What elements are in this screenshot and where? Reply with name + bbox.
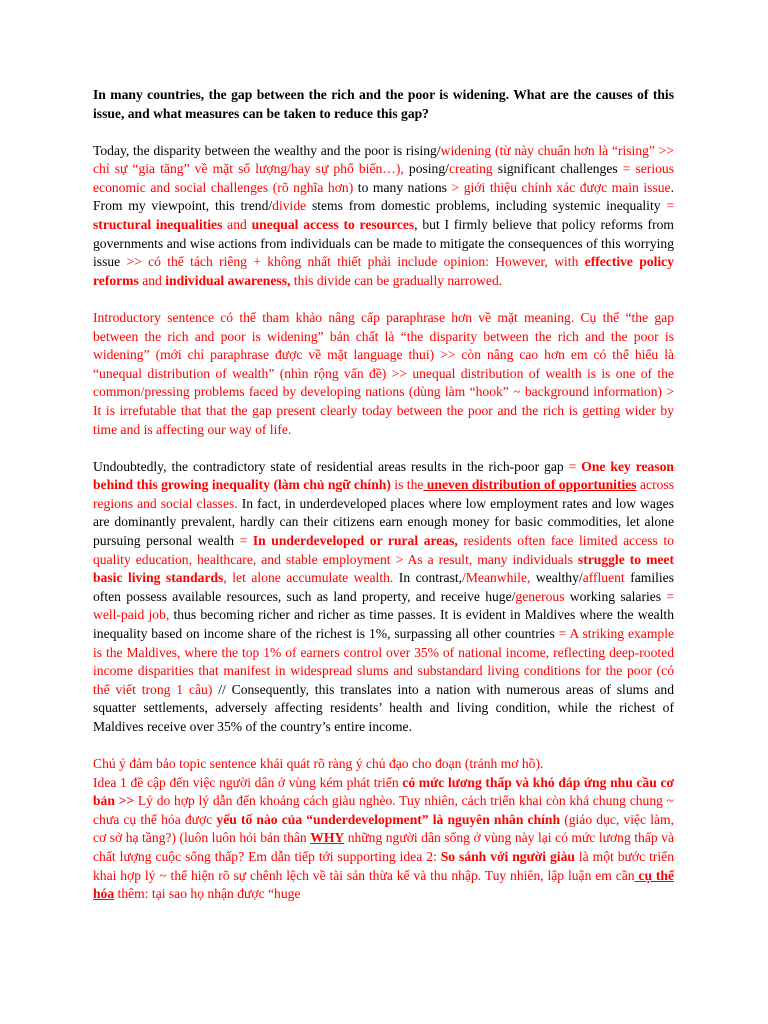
- text-run: thus becoming richer and richer as time passes. It is evident in Maldives where the wealth inequality based on income share of the richest is 1%, surpassing all other countries: [93, 607, 674, 641]
- text-run: creating: [448, 161, 493, 177]
- text-run: Undoubtedly, the contradictory state of residential areas results in the rich-poor gap: [93, 458, 569, 474]
- body-paragraph-1: [93, 458, 674, 737]
- text-run: stems from domestic problems, including systemic inequality: [306, 198, 667, 214]
- text-run: có mức lương thấp và khó đáp ứng nhu cầu cơ bản >>: [93, 774, 675, 809]
- feedback-ideas: [93, 774, 674, 904]
- text-run: Lý do hợp lý dẫn đến khoảng cách giàu nghèo. Tuy nhiên, cách triển khai còn khá chung chung ~ chưa cụ thể hóa được: [93, 793, 674, 827]
- text-run: widening (từ này chuẩn hơn là “rising” >> chỉ sự “gia tăng” về mặt số lượng/hay sự phổ biến…),: [93, 142, 675, 177]
- text-run: unequal access to resources: [251, 217, 415, 233]
- text-run: and: [222, 217, 252, 233]
- text-run: Chú ý đảm bảo topic sentence khái quát rõ ràng ý chủ đạo cho đoạn (tránh mơ hồ).: [93, 756, 544, 771]
- text-run: (giáo dục, việc làm, cơ sở hạ tầng?) (luôn luôn hỏi bản thân: [93, 811, 675, 846]
- text-run: =: [239, 532, 253, 548]
- feedback-topic-sentence: [93, 755, 674, 774]
- text-run: divide: [272, 198, 307, 214]
- text-run: >> có thể tách riêng + không nhất thiết phải include opinion: However, with: [126, 254, 585, 270]
- text-run: cụ thể hóa: [93, 867, 674, 902]
- introduction-paragraph: [93, 142, 674, 291]
- text-run: struggle to meet basic living standards: [93, 551, 674, 586]
- text-run: this divide can be gradually narrowed.: [290, 272, 503, 288]
- text-run: Idea 1 đề cập đến việc người dân ở vùng kém phát triển: [93, 774, 403, 790]
- text-run: families often possess available resources, such as land property, and receive huge/: [93, 570, 675, 604]
- text-run: , let alone accumulate wealth.: [223, 570, 394, 586]
- text-run: thêm: tại sao họ nhận được “huge: [114, 886, 301, 902]
- text-run: significant challenges: [492, 161, 623, 177]
- text-run: generous: [515, 588, 565, 604]
- text-run: So sánh với người giàu: [440, 848, 575, 864]
- text-run: > giới thiệu chính xác được main issue: [451, 179, 671, 195]
- text-run: posing/: [403, 161, 449, 177]
- text-run: structural inequalities: [93, 217, 223, 233]
- text-run: affluent: [582, 570, 625, 586]
- text-run: effective policy reforms: [93, 254, 674, 288]
- text-run: , but I firmly believe that policy reforms from governments and wise actions from individuals can be made to mitigate the consequences of this worrying issue: [93, 217, 674, 270]
- text-run: =: [568, 458, 582, 474]
- text-run: . From my viewpoint, this trend/: [93, 179, 674, 214]
- text-run: In contrast,: [393, 570, 463, 586]
- essay-prompt: In many countries, the gap between the rich and the poor is widening. What are the causes of this issue, and what measures can be taken to reduce this gap?: [93, 87, 674, 121]
- text-run: =: [666, 198, 674, 214]
- introduction-feedback: [93, 309, 674, 439]
- text-run: = serious economic and social challenges (rõ nghĩa hơn): [93, 161, 674, 195]
- text-run: In underdeveloped or rural areas,: [252, 532, 458, 548]
- text-run: uneven distribution of opportunities: [423, 477, 637, 493]
- text-run: // Consequently, this translates into a nation with numerous areas of slums and squatter settlements, adversely affecting residents’ health and living condition, while the richest of Maldives receive over 35% of the country’s entire income.: [93, 681, 674, 734]
- text-run: WHY: [310, 830, 345, 846]
- text-run: = A striking example is the Maldives, where the top 1% of earners control over 35% of national income, reflecting deep-rooted income disparities that manifest in widespread slums and substandard living conditions for the poor (có thể viết trong 1 câu): [93, 625, 675, 697]
- text-run: is the: [390, 477, 424, 493]
- text-run: /Meanwhile,: [462, 570, 531, 586]
- text-run: wealthy/: [530, 570, 583, 586]
- text-run: working salaries: [564, 588, 667, 604]
- text-run: những người dân sống ở vùng này lại có mức lương thấp và chất lượng cuộc sống thấp? Em dẫn tiếp tới supporting idea 2:: [93, 830, 674, 864]
- text-run: Today, the disparity between the wealthy and the poor is rising/: [93, 142, 441, 158]
- text-run: across regions and social classes.: [93, 477, 674, 511]
- text-run: to many nations: [353, 179, 452, 195]
- text-run: residents often face limited access to quality education, healthcare, and stable employment > As a result, many individuals: [93, 532, 674, 567]
- text-run: One key reason behind this growing inequality (làm chủ ngữ chính): [93, 458, 674, 493]
- text-run: Introductory sentence có thể tham khảo nâng cấp paraphrase hơn về mặt meaning. Cụ thể “the gap between the rich and poor is widening” bản chất là “the disparity between the rich and the poor is widening” (mới chỉ paraphrase được về mặt language thui) >> còn nâng cao hơn em có thể hiểu là “unequal distribution of wealth” (nhìn rộng vấn đề) >> unequal distribution of wealth is is one of the common/pressing problems faced by developing nations (dùng làm “hook” ~ background information) > It is irrefutable that that the gap present clearly today between the poor and the rich is getting wider by time and is affecting our way of life.: [93, 309, 674, 437]
- text-run: yếu tố nào của “underdevelopment” là nguyên nhân chính: [216, 811, 561, 827]
- text-run: individual awareness,: [165, 272, 291, 288]
- text-run: = well-paid job,: [93, 588, 675, 623]
- text-run: and: [138, 272, 166, 288]
- text-run: In fact, in underdeveloped places where low employment rates and low wages are dominantly prevalent, hardly can their citizens earn enough money for basic commodities, let alone pursuing personal wealth: [93, 495, 674, 548]
- text-run: là một bước triển khai hợp lý ~ thể hiện rõ sự chênh lệch về tài sản thừa kế và thu nhập. Tuy nhiên, lập luận em cần: [93, 848, 675, 883]
